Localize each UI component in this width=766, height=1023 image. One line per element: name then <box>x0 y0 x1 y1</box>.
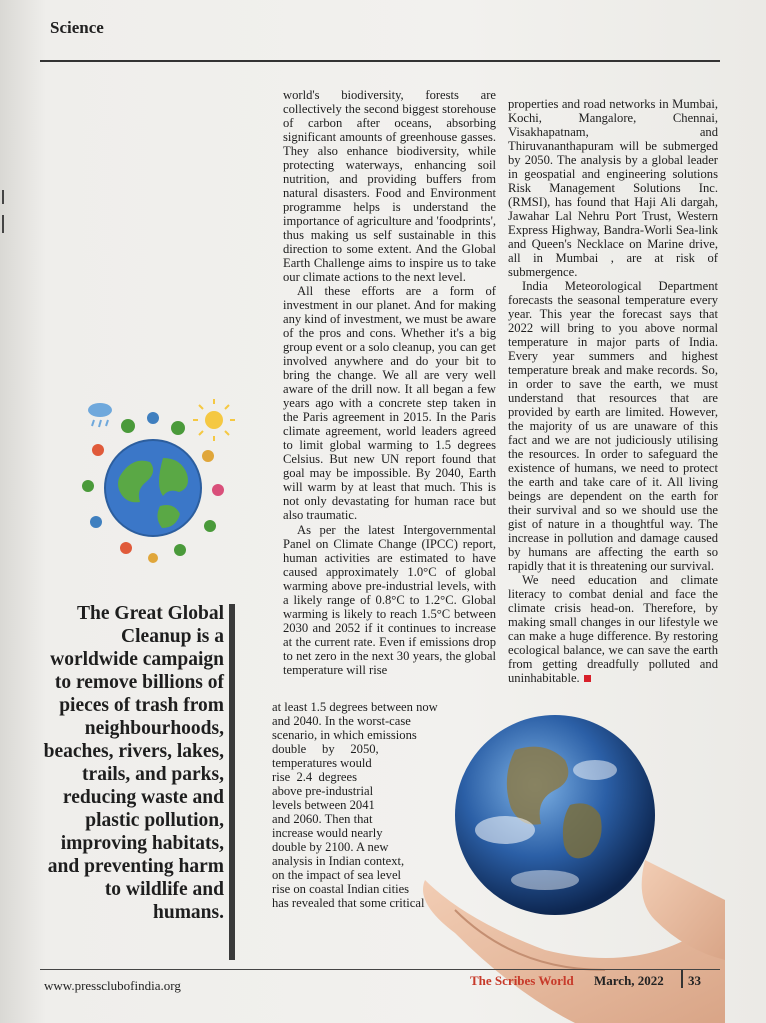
footer-website-url: www.pressclubofindia.org <box>44 978 181 993</box>
pull-quote: The Great Global Cleanup is a worldwide campaign to remove billions of pieces of trash from neighbourhoods, beaches, rivers, lakes, trails, and parks, reducing waste and plastic pollution, improving habitats, and preventing harm to wildlife and humans. <box>43 603 224 923</box>
tail-line: analysis in Indian context, <box>272 854 405 868</box>
paragraph <box>508 573 718 685</box>
footer-separator <box>681 970 683 988</box>
cloud-icon <box>88 403 112 427</box>
footer-magazine-name: The Scribes World <box>470 973 574 988</box>
tail-line: increase would nearly <box>272 826 383 840</box>
footer-issue-date: March, 2022 <box>594 973 664 988</box>
paragraph: All these efforts are a form of investment in our planet. And for making any kind of investment, we must be aware of the pros and cons. Whether it's a big group event or a solo cleanup, you can get involved anywhere and do your bit to bring the change. We all are very well aware of the drill now. It all began a few years ago with a concrete step taken in the Paris agreement in 2015. In the Paris climate agreement, world leaders agreed to limit global warming to 1.5 degrees Celsius. But new UN report found that goal may be impossible. By 2040, Earth will warm by at least that much. This is not only devastating for human race but also traumatic. <box>283 284 496 522</box>
tail-line: and 2040. In the worst-case <box>272 714 411 728</box>
tail-line: levels between 2041 <box>272 798 375 812</box>
tail-line: double by 2100. A new <box>272 840 389 854</box>
paragraph-text: We need education and climate literacy to combat denial and face the climate crisis head-on. Therefore, by making small changes in our lifestyle we can make a huge difference. By restoring ecological balance, we can save the earth from getting dreadfully polluted and uninhabitable. <box>508 573 718 685</box>
tail-line: at least 1.5 degrees between now <box>272 700 438 714</box>
tail-line: scenario, in which emissions <box>272 728 417 742</box>
footer-rule <box>40 969 720 970</box>
paragraph: As per the latest Intergovernmental Panel on Climate Change (IPCC) report, human activities are estimated to have caused approximately 1.0°C of global warming above pre-industrial levels, with a likely range of 0.8°C to 1.2°C. Global warming is likely to reach 1.5°C between 2030 and 2052 if it continues to increase at the current rate. Even if emissions drop to net zero in the next 30 years, the global temperature will rise <box>283 523 496 677</box>
tail-line: double by 2050, <box>272 742 379 756</box>
globe-icon <box>105 440 201 536</box>
tail-line: rise 2.4 degrees <box>272 770 357 784</box>
page-number: 33 <box>688 973 701 988</box>
paragraph: world's biodiversity, forests are collectively the second biggest storehouse of carbon after oceans, absorbing significant amounts of greenhouse gasses. They also enhance biodiversity, while protecting waterways, enhancing soil nutrition, and providing buffers from natural disasters. Food and Environment programme helps is understand the importance of agriculture and 'foodprints', thus making us self sustainable in this direction to some extent. And the Global Earth Challenge aims to inspire us to take our climate actions to the next level. <box>283 88 496 284</box>
article-column-2 <box>508 97 718 685</box>
paragraph: India Meteorological Department forecasts the seasonal temperature every year. This year the forecast says that 2022 will bring to you above normal temperature in major parts of India. Every year summers and highest temperature break and make records. So, in order to save the earth, we must understand that resources that are provided by earth are limited. However, the majority of us are unaware of this fact and we are not judiciously utilising the resources. In order to safeguard the existence of humans, we need to protect the earth and take care of it. All living beings are dependent on the earth for their survival and so we should use the gist of nature in a thoughtful way. The increase in pollution and damage caused by humans are affecting the earth so rapidly that it is threatening our survival. <box>508 279 718 573</box>
paragraph: properties and road networks in Mumbai, Kochi, Mangalore, Chennai, Visakhapatnam, and Thiruvananthapuram will be submerged by 2050. The analysis by a global leader in geospatial and engineering solutions Risk Management Solutions Inc. (RMSI), has found that Haji Ali dargah, Jawahar Lal Nehru Port Trust, Western Express Highway, Bandra-Worli Sea-link and Queen's Necklace on Marine drive, all in Mumbai , are at risk of submergence. <box>508 97 718 279</box>
earth-doodle-illustration <box>68 398 238 573</box>
tail-line: and 2060. Then that <box>272 812 373 826</box>
tail-line: has revealed that some critical <box>272 896 425 910</box>
earth-globe-icon <box>455 715 655 915</box>
tail-line: on the impact of sea level <box>272 868 402 882</box>
tail-line: rise on coastal Indian cities <box>272 882 410 896</box>
pull-quote-bar <box>229 604 235 960</box>
header-rule <box>40 60 720 62</box>
article-column-1 <box>283 88 496 677</box>
sun-icon <box>193 399 235 441</box>
end-of-article-mark <box>584 675 591 682</box>
tail-line: temperatures would <box>272 756 372 770</box>
section-label: Science <box>50 18 104 37</box>
tail-line: above pre-industrial <box>272 784 374 798</box>
